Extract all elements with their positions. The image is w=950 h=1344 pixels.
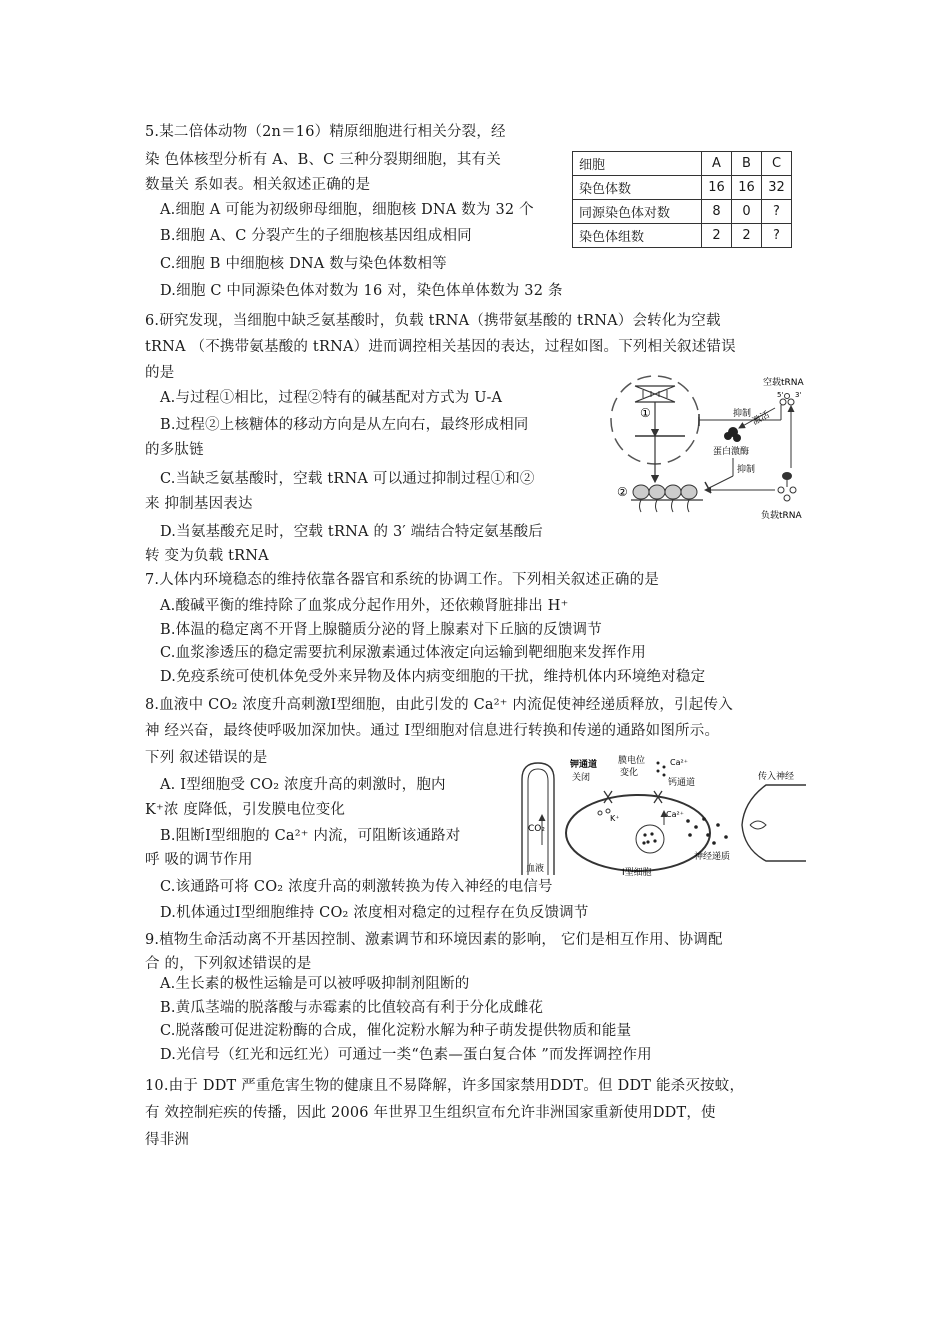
inhibit-label-1: 抑制 [733, 409, 752, 419]
q9-option-a[interactable]: A.生长素的极性运输是可以被呼吸抑制剂阻断的 [160, 976, 470, 992]
q8-option-c[interactable]: C.该通路可将 CO₂ 浓度升高的刺激转换为传入神经的电信号 [160, 879, 553, 895]
q7-option-d[interactable]: D.免疫系统可使机体免受外来异物及体内病变细胞的干扰，维持机体内环境绝对稳定 [160, 669, 706, 685]
q8-stem-line1: 8.血液中 CO₂ 浓度升高刺激Ⅰ型细胞，由此引发的 Ca²⁺ 内流促使神经递质释放，引起传入 [145, 697, 733, 713]
q5-option-a[interactable]: A.细胞 A 可能为初级卵母细胞，细胞核 DNA 数为 32 个 [160, 202, 534, 218]
q9-option-c[interactable]: C.脱落酸可促进淀粉酶的合成，催化淀粉水解为种子萌发提供物质和能量 [160, 1023, 632, 1039]
ca-inner-label: Ca²⁺ [666, 810, 684, 819]
q7-stem: 7.人体内环境稳态的维持依靠各器官和系统的协调工作。下列相关叙述正确的是 [145, 572, 660, 588]
dna-helix-icon [635, 386, 675, 402]
table-cell: 32 [762, 176, 792, 200]
table-cell: C [762, 152, 792, 176]
table-cell: B [732, 152, 762, 176]
table-row [573, 152, 792, 176]
q5-option-d[interactable]: D.细胞 C 中同源染色体对数为 16 对，染色体单体数为 32 条 [160, 283, 563, 299]
blood-label: 血液 [526, 864, 545, 874]
change-label: 变化 [620, 768, 639, 778]
table-row [573, 176, 792, 200]
q5-stem-line1: 5.某二倍体动物（2n＝16）精原细胞进行相关分裂，经 [145, 124, 506, 140]
q5-stem-line2: 染 色体核型分析有 A、B、C 三种分裂期细胞，其有关 [145, 152, 501, 168]
q9-option-d[interactable]: D.光信号（红光和远红光）可通过一类“色素—蛋白复合体 ”而发挥调控作用 [160, 1047, 652, 1063]
ca-channel-label: 钙通道 [668, 778, 696, 788]
loaded-trna-icon [778, 480, 796, 501]
table-row [573, 200, 792, 224]
table-cell: ? [762, 200, 792, 224]
blood-vessel [522, 763, 554, 875]
q5-option-c[interactable]: C.细胞 B 中细胞核 DNA 数与染色体数相等 [160, 256, 447, 272]
table-cell: 细胞 [573, 152, 702, 176]
table-cell: 16 [702, 176, 732, 200]
table-cell: 染色体数 [573, 176, 702, 200]
q7-option-b[interactable]: B.体温的稳定离不开肾上腺髓质分泌的肾上腺素对下丘脑的反馈调节 [160, 622, 602, 638]
q6-option-c[interactable]: C.当缺乏氨基酸时，空载 tRNA 可以通过抑制过程①和② [160, 471, 535, 487]
q6-option-d[interactable]: D.当氨基酸充足时，空载 tRNA 的 3′ 端结合特定氨基酸后 [160, 524, 543, 540]
co2-label: CO₂ [528, 824, 545, 834]
table-cell: 16 [732, 176, 762, 200]
table-cell: ? [762, 224, 792, 248]
type1-cell [566, 795, 710, 871]
ca-top-label: Ca²⁺ [670, 758, 688, 767]
q10-stem-line2: 有 效控制疟疾的传播，因此 2006 年世界卫生组织宣布允许非洲国家重新使用DDT，使 [145, 1105, 716, 1121]
q8-option-a[interactable]: A. Ⅰ型细胞受 CO₂ 浓度升高的刺激时，胞内 [160, 777, 446, 793]
table-cell: 2 [732, 224, 762, 248]
table-cell: 0 [732, 200, 762, 224]
q6-stem-line2: tRNA （不携带氨基酸的 tRNA）进而调控相关基因的表达，过程如图。下列相关叙述错误 [145, 339, 736, 355]
ca-ions-icon [657, 762, 666, 777]
q5-option-b[interactable]: B.细胞 A、C 分裂产生的子细胞核基因组成相同 [160, 228, 472, 244]
closed-label: 关闭 [572, 773, 591, 783]
empty-trna-label: 空载tRNA [763, 378, 804, 388]
q7-option-a[interactable]: A.酸碱平衡的维持除了血浆成分起作用外，还依赖肾脏排出 H⁺ [160, 598, 569, 614]
table-row [573, 224, 792, 248]
q7-option-c[interactable]: C.血浆渗透压的稳定需要抗利尿激素通过体液定向运输到靶细胞来发挥作用 [160, 645, 646, 661]
table-cell: 染色体组数 [573, 224, 702, 248]
process-2-label: ② [617, 485, 628, 499]
ribosome-icon [633, 485, 697, 499]
inhibit-label-2: 抑制 [737, 465, 756, 475]
q5-stem-line3: 数量关 系如表。相关叙述正确的是 [145, 177, 371, 193]
q6-stem-line3: 的是 [145, 365, 175, 381]
table-cell: 同源染色体对数 [573, 200, 702, 224]
table-cell: 2 [702, 224, 732, 248]
cell-label: Ⅰ型细胞 [622, 868, 652, 878]
q8-option-b-cont: 呼 吸的调节作用 [145, 852, 253, 868]
q10-stem-line1: 10.由于 DDT 严重危害生物的健康且不易降解，许多国家禁用DDT。但 DDT 能杀灭按蚊， [145, 1078, 745, 1094]
transmitter-label: 神经递质 [694, 852, 731, 862]
k-channel-label: 钾通道 [570, 760, 598, 770]
process-1-label: ① [640, 406, 651, 420]
q6-option-b-cont: 的多肽链 [145, 442, 204, 458]
vesicle [636, 825, 664, 853]
svg-text:5': 5' [777, 391, 784, 399]
q10-stem-line3: 得非洲 [145, 1132, 190, 1148]
table-cell: 8 [702, 200, 732, 224]
protein-kinase-icon [724, 427, 741, 442]
svg-text:3': 3' [795, 391, 802, 399]
kinase-label: 蛋白激酶 [713, 447, 750, 457]
q6-option-b[interactable]: B.过程②上核糖体的移动方向是从左向右，最终形成相同 [160, 417, 529, 433]
q5-cell-table [572, 151, 792, 248]
q9-stem-line1: 9.植物生命活动离不开基因控制、激素调节和环境因素的影响， 它们是相互作用、协调配 [145, 932, 723, 948]
afferent-label: 传入神经 [758, 772, 795, 782]
q6-stem-line1: 6.研究发现，当细胞中缺乏氨基酸时，负载 tRNA（携带氨基酸的 tRNA）会转化为空载 [145, 313, 721, 329]
q9-stem-line2: 合 的，下列叙述错误的是 [145, 956, 312, 972]
q6-trna-regulation-diagram [605, 372, 820, 522]
q6-option-a[interactable]: A.与过程①相比，过程②特有的碱基配对方式为 U-A [160, 390, 503, 406]
q8-option-d[interactable]: D.机体通过Ⅰ型细胞维持 CO₂ 浓度相对稳定的过程存在负反馈调节 [160, 905, 589, 921]
q9-option-b[interactable]: B.黄瓜茎端的脱落酸与赤霉素的比值较高有利于分化成雌花 [160, 1000, 544, 1016]
k-plus-label: K⁺ [610, 814, 620, 823]
membrane-potential-label: 膜电位 [618, 756, 646, 766]
q8-type1-cell-diagram [518, 755, 810, 880]
table-cell: A [702, 152, 732, 176]
q8-option-a-cont: K⁺浓 度降低，引发膜电位变化 [145, 802, 346, 818]
q8-option-b[interactable]: B.阻断Ⅰ型细胞的 Ca²⁺ 内流，可阻断该通路对 [160, 828, 461, 844]
q8-stem-line2: 神 经兴奋，最终使呼吸加深加快。通过 Ⅰ型细胞对信息进行转换和传递的通路如图所示。 [145, 723, 720, 739]
q6-option-d-cont: 转 变为负载 tRNA [145, 548, 269, 564]
loaded-trna-label: 负载tRNA [761, 511, 802, 521]
q8-stem-line3: 下列 叙述错误的是 [145, 750, 268, 766]
activate-label: 激活 [750, 410, 772, 428]
q6-option-c-cont: 来 抑制基因表达 [145, 496, 253, 512]
